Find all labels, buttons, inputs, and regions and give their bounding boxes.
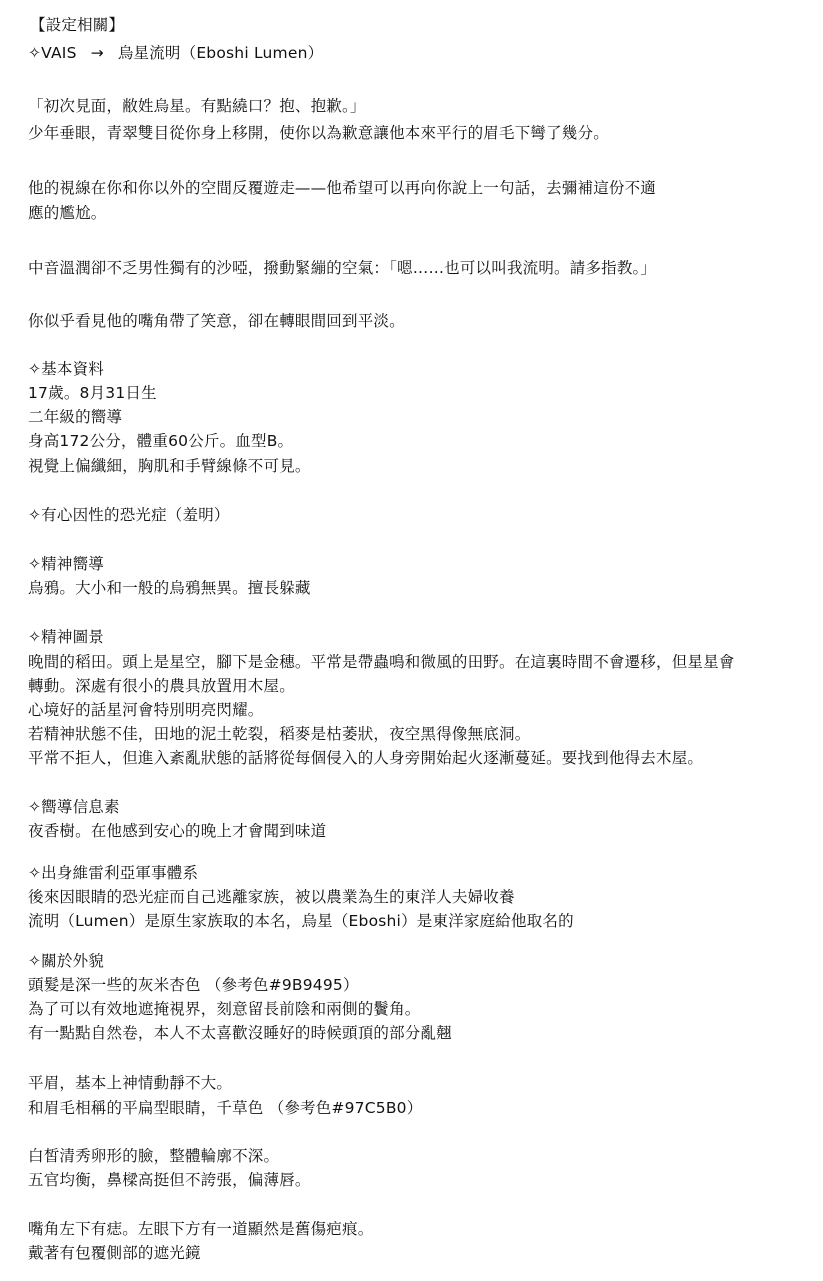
info-line: 烏鴉。大小和一般的烏鴉無異。擅長躲藏 — [28, 579, 311, 597]
section-heading-pheromone: ✧嚮導信息素 — [28, 798, 120, 816]
character-name: 烏星流明（Eboshi Lumen） — [117, 44, 324, 62]
info-line: 嘴角左下有痣。左眼下方有一道顯然是舊傷疤痕。 — [28, 1220, 374, 1238]
info-line: 二年級的嚮導 — [28, 408, 123, 426]
info-line: 若精神狀態不佳，田地的泥土乾裂，稻麥是枯萎狀，夜空黑得像無底洞。 — [28, 725, 531, 743]
info-line: 心境好的話星河會特別明亮閃耀。 — [28, 701, 264, 719]
info-line: 有一點點自然卷，本人不太喜歡沒睡好的時候頭頂的部分亂翹 — [28, 1024, 452, 1042]
info-line: 17歲。8月31日生 — [28, 384, 157, 402]
info-line: 戴著有包覆側部的遮光鏡 — [28, 1244, 201, 1262]
narrative-line: 少年垂眼，青翠雙目從你身上移開，使你以為歉意讓他本來平行的眉毛下彎了幾分。 — [28, 124, 609, 142]
vais-line — [28, 42, 323, 64]
info-line: 視覺上偏纖細，胸肌和手臂線條不可見。 — [28, 457, 311, 475]
info-line: 身高172公分，體重60公斤。血型B。 — [28, 432, 294, 450]
info-line: 平眉，基本上神情動靜不大。 — [28, 1074, 233, 1092]
section-heading-origin: ✧出身維雷利亞軍事體系 — [28, 864, 199, 882]
info-line: 夜香樹。在他感到安心的晚上才會聞到味道 — [28, 822, 327, 840]
narrative-line: 他的視線在你和你以外的空間反覆遊走——他希望可以再向你說上一句話，去彌補這份不適 — [28, 179, 657, 197]
info-line: 後來因眼睛的恐光症而自己逃離家族，被以農業為生的東洋人夫婦收養 — [28, 888, 515, 906]
info-line: 為了可以有效地遮掩視界，刻意留長前陰和兩側的鬢角。 — [28, 1000, 421, 1018]
info-line: 頭髮是深一些的灰米杏色 （參考色#9B9495） — [28, 976, 359, 994]
info-line: 白皙清秀卵形的臉，整體輪廓不深。 — [28, 1147, 280, 1165]
section-heading-mindscape: ✧精神圖景 — [28, 628, 104, 646]
vais-label: ✧VAIS — [28, 44, 77, 62]
info-line: 平常不拒人，但進入紊亂狀態的話將從每個侵入的人身旁開始起火逐漸蔓延。要找到他得去木屋。 — [28, 749, 704, 767]
dialogue-line: 中音溫潤卻不乏男性獨有的沙啞，撥動緊繃的空氣：「嗯……也可以叫我流明。請多指教。」 — [28, 259, 657, 277]
dialogue-line: 「初次見面，敝姓烏星。有點繞口？抱、抱歉。」 — [28, 97, 366, 115]
info-line: 晚間的稻田。頭上是星空，腳下是金穗。平常是帶蟲鳴和微風的田野。在這裏時間不會遷移，但星星會 — [28, 653, 735, 671]
info-line: 五官均衡，鼻樑高挺但不誇張，偏薄唇。 — [28, 1171, 311, 1189]
info-line: 和眉毛相稱的平扁型眼睛，千草色 （參考色#97C5B0） — [28, 1099, 423, 1117]
narrative-line: 你似乎看見他的嘴角帶了笑意，卻在轉眼間回到平淡。 — [28, 312, 405, 330]
narrative-line: 應的尷尬。 — [28, 204, 107, 222]
info-line: 轉動。深處有很小的農具放置用木屋。 — [28, 677, 295, 695]
arrow-icon: → — [90, 44, 104, 62]
section-heading-spirit-guide: ✧精神嚮導 — [28, 555, 104, 573]
section-heading-appearance: ✧關於外貌 — [28, 952, 104, 970]
section-heading-basic-info: ✧基本資料 — [28, 360, 104, 378]
info-line: 流明（Lumen）是原生家族取的本名，烏星（Eboshi）是東洋家庭給他取名的 — [28, 912, 574, 930]
section-heading-settings: 【設定相關】 — [30, 16, 125, 34]
section-heading-photophobia: ✧有心因性的恐光症（羞明） — [28, 506, 230, 524]
